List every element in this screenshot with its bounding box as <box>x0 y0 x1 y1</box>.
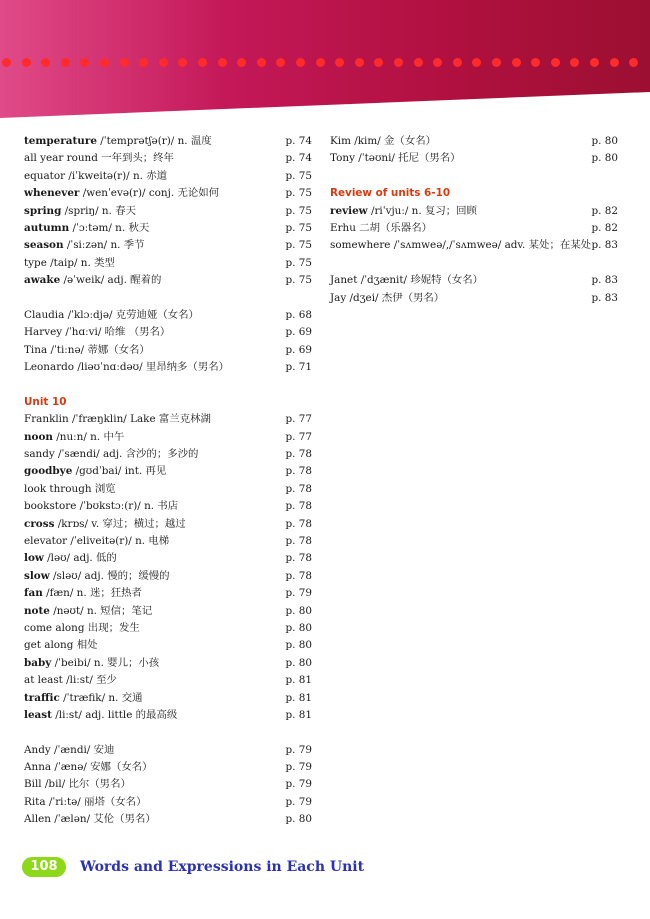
vocab-page-ref: p. 69 <box>285 326 312 339</box>
vocab-entry <box>24 742 312 759</box>
vocab-page-ref: p. 78 <box>285 500 312 513</box>
vocab-entry <box>330 150 618 167</box>
vocab-page-ref: p. 78 <box>285 448 312 461</box>
left-group-unit10-names <box>24 742 312 829</box>
vocab-definition: /krɒs/ v. 穿过；横过；越过 <box>54 517 186 530</box>
vocab-page-ref: p. 75 <box>285 187 312 200</box>
vocab-page-ref: p. 80 <box>285 656 312 669</box>
vocab-word: low <box>24 552 44 565</box>
vocab-text <box>24 498 178 515</box>
page-number-badge: 108 <box>22 857 66 877</box>
vocab-word: Janet <box>330 274 358 287</box>
vocab-page-ref: p. 74 <box>285 135 312 147</box>
vocab-entry <box>24 759 312 776</box>
vocab-definition: 一年到头；终年 <box>97 152 174 165</box>
vocab-text <box>24 185 219 202</box>
vocab-definition: /ˈɔːtəm/ n. 秋天 <box>69 221 150 234</box>
vocab-definition: /liːst/ 至少 <box>62 674 117 687</box>
vocab-entry <box>24 168 312 185</box>
vocab-page-ref: p. 78 <box>285 465 312 478</box>
vocab-definition: 浏览 <box>91 482 116 495</box>
vocab-page-ref: p. 75 <box>285 274 312 287</box>
decorative-dot <box>512 58 521 67</box>
vocab-page-ref: p. 80 <box>591 152 618 165</box>
vocab-entry <box>24 533 312 550</box>
vocab-word: bookstore <box>24 500 77 513</box>
vocab-text <box>24 707 177 724</box>
decorative-dot <box>159 58 168 67</box>
left-group-unit10 <box>24 411 312 724</box>
vocab-entry <box>330 133 618 150</box>
vocab-entry <box>330 272 618 289</box>
vocab-text <box>24 255 115 272</box>
vocab-entry <box>24 498 312 515</box>
vocab-page-ref: p. 80 <box>285 604 312 617</box>
vocab-word: Kim <box>330 135 351 147</box>
vocab-page-ref: p. 81 <box>285 708 312 721</box>
vocab-page-ref: p. 80 <box>285 639 312 652</box>
vocab-definition: /nuːn/ n. 中午 <box>52 430 125 443</box>
decorative-dot <box>570 58 579 67</box>
vocab-entry <box>24 776 312 793</box>
vocab-entry <box>24 672 312 689</box>
vocab-text <box>24 672 117 689</box>
vocab-word: get along <box>24 639 74 652</box>
vocab-definition: /bil/ 比尔（男名） <box>41 778 131 791</box>
vocab-text <box>24 150 174 167</box>
vocab-text <box>24 429 124 446</box>
decorative-dot <box>257 58 266 67</box>
vocab-entry <box>24 429 312 446</box>
vocab-word: elevator <box>24 534 68 547</box>
vocab-entry <box>24 272 312 289</box>
vocab-text <box>330 150 461 167</box>
vocab-word: cross <box>24 517 55 530</box>
vocab-page-ref: p. 77 <box>285 413 312 426</box>
vocab-definition: /ˈælən/ 艾伦（男名） <box>51 813 156 826</box>
spacer <box>24 724 312 741</box>
vocab-page-ref: p. 83 <box>591 239 618 252</box>
vocab-text <box>24 359 229 376</box>
vocab-text <box>330 290 444 307</box>
vocab-entry <box>24 133 312 150</box>
vocab-text <box>24 342 150 359</box>
vocab-entry <box>24 342 312 359</box>
spacer <box>24 290 312 307</box>
decorative-dot <box>355 58 364 67</box>
vocab-text <box>24 776 131 793</box>
vocab-text <box>24 742 114 759</box>
vocab-text <box>24 568 170 585</box>
vocab-text <box>24 655 159 672</box>
vocab-text <box>24 203 136 220</box>
vocab-text <box>24 463 166 480</box>
vocab-word: type <box>24 256 47 269</box>
vocab-definition: 出现；发生 <box>84 621 140 634</box>
vocab-word: somewhere <box>330 239 391 252</box>
vocab-definition: /ˈeliveitə(r)/ n. 电梯 <box>67 534 170 547</box>
vocab-page-ref: p. 82 <box>591 204 618 217</box>
vocab-word: equator <box>24 169 66 182</box>
vocab-definition: /riˈvjuː/ n. 复习；回顾 <box>367 204 477 217</box>
vocab-page-ref: p. 80 <box>285 813 312 826</box>
decorative-dot <box>610 58 619 67</box>
vocab-definition: /ˈtræfik/ n. 交通 <box>59 691 143 704</box>
vocab-word: goodbye <box>24 465 73 478</box>
vocab-entry <box>24 603 312 620</box>
vocab-page-ref: p. 78 <box>285 534 312 547</box>
vocab-definition: /ˈbʊkstɔː(r)/ n. 书店 <box>76 500 179 513</box>
vocab-page-ref: p. 79 <box>285 743 312 756</box>
vocab-entry <box>24 446 312 463</box>
vocab-page-ref: p. 83 <box>591 274 618 287</box>
vocab-text <box>24 811 156 828</box>
vocab-page-ref: p. 78 <box>285 569 312 582</box>
unit-10-heading: Unit 10 <box>24 395 67 408</box>
vocab-entry <box>24 568 312 585</box>
decorative-dot <box>100 58 109 67</box>
vocab-text <box>330 133 436 150</box>
decorative-dot <box>394 58 403 67</box>
vocab-page-ref: p. 78 <box>285 552 312 565</box>
vocab-entry <box>24 620 312 637</box>
vocab-text <box>24 446 198 463</box>
spacer <box>330 255 618 272</box>
vocab-text <box>24 603 152 620</box>
vocab-entry <box>24 359 312 376</box>
vocab-definition: /ˈtemprətʃə(r)/ n. 温度 <box>96 135 212 147</box>
vocab-text <box>330 203 477 220</box>
vocab-definition: /ˈænə/ 安娜（女名） <box>51 761 153 774</box>
vocab-word: Anna <box>24 761 52 774</box>
vocab-definition: /dʒei/ 杰伊（男名） <box>346 291 445 304</box>
vocab-word: season <box>24 239 64 252</box>
vocab-text <box>24 324 170 341</box>
vocab-entry <box>24 585 312 602</box>
vocab-text <box>330 237 591 254</box>
decorative-dot <box>2 58 11 67</box>
vocab-text <box>330 272 483 289</box>
vocab-entry <box>24 463 312 480</box>
vocab-page-ref: p. 75 <box>285 256 312 269</box>
right-group-names <box>330 133 618 168</box>
vocab-page-ref: p. 83 <box>591 291 618 304</box>
right-group-review <box>330 203 618 255</box>
decorative-dot <box>120 58 129 67</box>
vocab-entry <box>330 203 618 220</box>
vocab-definition: /ˈtəʊni/ 托尼（男名） <box>354 152 461 165</box>
spacer <box>330 168 618 185</box>
vocab-text <box>24 516 186 533</box>
vocab-word: noon <box>24 430 53 443</box>
vocab-page-ref: p. 75 <box>285 169 312 182</box>
vocab-text <box>330 220 432 237</box>
vocab-page-ref: p. 79 <box>285 778 312 791</box>
vocab-page-ref: p. 81 <box>285 674 312 687</box>
decorative-dot <box>629 58 638 67</box>
vocab-entry <box>24 690 312 707</box>
vocab-text <box>24 637 98 654</box>
vocab-text <box>24 272 161 289</box>
right-group-review-names <box>330 272 618 307</box>
vocab-word: baby <box>24 656 52 669</box>
vocab-definition: 二胡（乐器名） <box>355 221 432 234</box>
vocab-definition: /spriŋ/ n. 春天 <box>61 204 137 217</box>
vocab-entry <box>24 220 312 237</box>
vocab-entry <box>24 324 312 341</box>
decorative-dot <box>453 58 462 67</box>
vocab-word: spring <box>24 204 62 217</box>
vocab-word: Bill <box>24 778 42 791</box>
vocab-word: all year round <box>24 152 98 165</box>
vocab-text <box>24 168 167 185</box>
vocab-word: look through <box>24 482 92 495</box>
vocab-text <box>24 690 143 707</box>
decorative-dot <box>276 58 285 67</box>
vocab-definition: /ˈtiːnə/ 蒂娜（女名） <box>47 343 150 356</box>
vocab-entry <box>24 203 312 220</box>
vocab-entry <box>24 794 312 811</box>
decorative-dot <box>61 58 70 67</box>
vocab-page-ref: p. 79 <box>285 761 312 774</box>
vocab-page-ref: p. 82 <box>591 221 618 234</box>
right-column <box>330 133 618 307</box>
vocab-word: Tina <box>24 343 48 356</box>
vocab-word: Harvey <box>24 326 63 339</box>
decorative-dot <box>316 58 325 67</box>
vocab-page-ref: p. 78 <box>285 482 312 495</box>
vocab-word: whenever <box>24 187 80 200</box>
spacer <box>24 376 312 393</box>
vocab-definition: /taip/ n. 类型 <box>46 256 115 269</box>
vocab-word: Allen <box>24 813 51 826</box>
vocab-text <box>24 585 142 602</box>
vocab-word: Tony <box>330 152 355 165</box>
decorative-dot <box>218 58 227 67</box>
vocab-word: slow <box>24 569 50 582</box>
vocab-page-ref: p. 71 <box>285 361 312 374</box>
decorative-dot <box>590 58 599 67</box>
left-group-names <box>24 307 312 377</box>
decorative-dot <box>551 58 560 67</box>
vocab-definition: 相处 <box>73 639 98 652</box>
vocab-entry <box>24 237 312 254</box>
vocab-word: come along <box>24 621 85 634</box>
vocab-word: note <box>24 604 50 617</box>
decorative-dot <box>198 58 207 67</box>
vocab-definition: /ˈdʒænit/ 珍妮特（女名） <box>357 274 484 287</box>
vocab-page-ref: p. 78 <box>285 517 312 530</box>
vocab-word: at least <box>24 674 63 687</box>
decorative-dot <box>80 58 89 67</box>
vocab-entry <box>330 290 618 307</box>
vocab-word: least <box>24 708 52 721</box>
vocab-definition: /ˈriːtə/ 丽塔（女名） <box>45 795 147 808</box>
decorative-dot <box>296 58 305 67</box>
vocab-definition: /liːst/ adj. little 的最高级 <box>51 708 178 721</box>
decorative-dot <box>178 58 187 67</box>
vocab-word: Claudia <box>24 308 65 321</box>
vocab-word: awake <box>24 274 61 287</box>
decorative-dot <box>41 58 50 67</box>
vocab-text <box>24 411 211 428</box>
vocab-entry <box>24 411 312 428</box>
vocab-entry <box>24 150 312 167</box>
vocab-definition: /wenˈevə(r)/ conj. 无论如何 <box>79 187 220 200</box>
decorative-dot-row <box>0 58 650 72</box>
vocab-definition: /iˈkweitə(r)/ n. 赤道 <box>65 169 168 182</box>
vocab-entry <box>330 220 618 237</box>
decorative-dot <box>472 58 481 67</box>
vocab-definition: /fæn/ n. 迷；狂热者 <box>42 587 142 600</box>
vocab-page-ref: p. 81 <box>285 691 312 704</box>
vocab-word: Andy <box>24 743 51 756</box>
vocab-definition: /ˈændi/ 安迪 <box>50 743 115 756</box>
vocab-entry <box>24 637 312 654</box>
vocab-definition: /ˈsændi/ adj. 含沙的；多沙的 <box>54 448 199 461</box>
vocab-definition: /nəʊt/ n. 短信；笔记 <box>49 604 153 617</box>
vocab-page-ref: p. 79 <box>285 587 312 600</box>
footer-title: Words and Expressions in Each Unit <box>80 859 365 875</box>
vocab-text <box>24 307 199 324</box>
left-group-weather <box>24 133 312 290</box>
vocab-entry <box>24 481 312 498</box>
vocab-text <box>24 533 169 550</box>
decorative-dot <box>139 58 148 67</box>
vocab-definition: /ˈhɑːvi/ 哈维 （男名） <box>62 326 171 339</box>
vocab-definition: /kim/ 金（女名） <box>350 135 436 147</box>
vocab-text <box>24 133 212 150</box>
vocab-word: Leonardo <box>24 361 75 374</box>
vocab-text <box>24 481 116 498</box>
decorative-dot <box>374 58 383 67</box>
vocab-text <box>24 620 140 637</box>
vocab-entry <box>330 237 618 254</box>
vocab-page-ref: p. 80 <box>285 621 312 634</box>
vocab-word: sandy <box>24 448 55 461</box>
vocab-definition: /liəʊˈnɑːdəʊ/ 里昂纳多（男名） <box>74 361 229 374</box>
vocab-page-ref: p. 75 <box>285 239 312 252</box>
vocab-word: autumn <box>24 221 70 234</box>
vocab-word: fan <box>24 587 43 600</box>
vocab-page-ref: p. 75 <box>285 204 312 217</box>
vocab-definition: /ˈfræŋklin/ Lake 富兰克林湖 <box>68 413 211 426</box>
decorative-dot <box>492 58 501 67</box>
vocab-definition: /ˈsʌmweə/,/ˈsʌmweə/ adv. 某处；在某处 <box>390 239 592 252</box>
vocab-definition: /ləʊ/ adj. 低的 <box>43 552 117 565</box>
vocab-definition: /gʊdˈbai/ int. 再见 <box>72 465 167 478</box>
vocab-text <box>24 759 153 776</box>
decorative-dot <box>433 58 442 67</box>
vocab-entry <box>24 255 312 272</box>
vocab-entry <box>24 307 312 324</box>
decorative-dot <box>335 58 344 67</box>
review-heading: Review of units 6-10 <box>330 187 451 200</box>
decorative-dot <box>531 58 540 67</box>
vocab-word: temperature <box>24 135 97 147</box>
vocab-definition: /əˈweik/ adj. 醒着的 <box>60 274 162 287</box>
vocab-word: Erhu <box>330 221 356 234</box>
vocab-page-ref: p. 80 <box>591 135 618 147</box>
decorative-dot <box>22 58 31 67</box>
vocab-page-ref: p. 69 <box>285 343 312 356</box>
vocab-entry <box>24 185 312 202</box>
vocab-definition: /ˈklɔːdjə/ 克劳迪娅（女名） <box>64 308 199 321</box>
decorative-dot <box>414 58 423 67</box>
vocab-page-ref: p. 79 <box>285 795 312 808</box>
vocab-definition: /ˈsiːzən/ n. 季节 <box>63 239 145 252</box>
vocab-text <box>24 237 145 254</box>
vocab-entry <box>24 516 312 533</box>
vocab-entry <box>24 550 312 567</box>
vocab-page-ref: p. 74 <box>285 152 312 165</box>
vocab-entry <box>24 811 312 828</box>
vocab-text <box>24 794 146 811</box>
vocab-entry <box>24 707 312 724</box>
vocab-page-ref: p. 75 <box>285 221 312 234</box>
vocab-word: Jay <box>330 291 347 304</box>
vocab-page-ref: p. 77 <box>285 430 312 443</box>
left-column <box>24 133 312 829</box>
vocab-word: traffic <box>24 691 60 704</box>
vocab-text <box>24 550 117 567</box>
vocab-word: Rita <box>24 795 46 808</box>
vocab-word: review <box>330 204 368 217</box>
vocab-definition: /ˈbeibi/ n. 婴儿；小孩 <box>51 656 160 669</box>
vocab-entry <box>24 655 312 672</box>
vocab-definition: /sləʊ/ adj. 慢的；缓慢的 <box>49 569 170 582</box>
decorative-dot <box>237 58 246 67</box>
vocab-page-ref: p. 68 <box>285 308 312 321</box>
vocab-word: Franklin <box>24 413 69 426</box>
vocab-text <box>24 220 149 237</box>
